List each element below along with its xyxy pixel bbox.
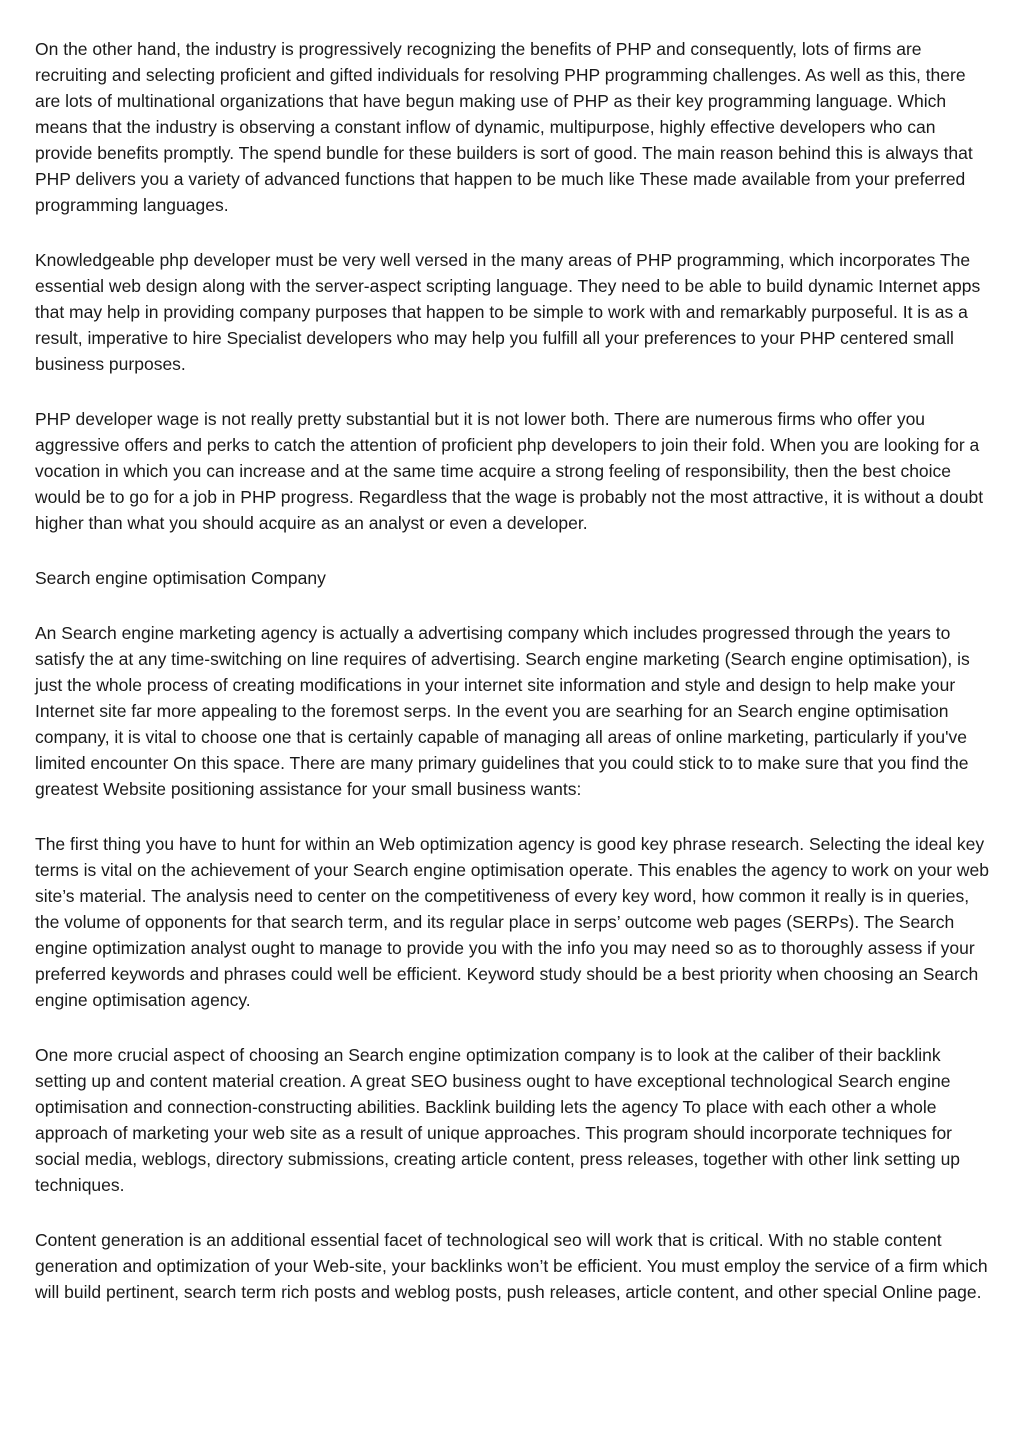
paragraph-keyword-research: The first thing you have to hunt for within an Web optimization agency is good key phrase research. Selecting the ideal key terms is vital on the achievement of your Search engine optimisation operate. This enables the agency to work on your web site’s material. The analysis need to center on the competitiveness of every key word, how common it really is in queries, the volume of opponents for that search term, and its regular place in serps’ outcome web pages (SERPs). The Search engine optimization analyst ought to manage to provide you with the info you may need so as to thoroughly assess if your preferred keywords and phrases could well be efficient. Keyword study should be a best priority when choosing an Search engine optimisation agency.: [35, 834, 989, 1010]
paragraph-php-industry: On the other hand, the industry is progressively recognizing the benefits of PHP and consequently, lots of firms are recruiting and selecting proficient and gifted individuals for resolving PHP programming challenges. As well as this, there are lots of multinational organizations that have begun making use of PHP as their key programming language. Which means that the industry is observing a constant inflow of dynamic, multipurpose, highly effective developers who can provide benefits promptly. The spend bundle for these builders is sort of good. The main reason behind this is always that PHP delivers you a variety of advanced functions that happen to be much like These made available from your preferred programming languages.: [35, 39, 973, 215]
paragraph-content-generation: Content generation is an additional essential facet of technological seo will work that is critical. With no stable content generation and optimization of your Web-site, your backlinks won’t be efficient. You must employ the service of a firm which will build pertinent, search term rich posts and weblog posts, push releases, article content, and other special Online page.: [35, 1230, 988, 1302]
paragraph-php-developer-skills: Knowledgeable php developer must be very well versed in the many areas of PHP programming, which incorporates The essential web design along with the server-aspect scripting language. They need to be able to build dynamic Internet apps that may help in providing company purposes that happen to be simple to work with and remarkably purposeful. It is as a result, imperative to hire Specialist developers who may help you fulfill all your preferences to your PHP centered small business purposes.: [35, 250, 981, 374]
section-heading-seo-company: Search engine optimisation Company: [35, 568, 326, 588]
paragraph-seo-agency-intro: An Search engine marketing agency is actually a advertising company which includes progressed through the years to satisfy the at any time-switching on line requires of advertising. Search engine marketing (Search engine optimisation), is just the whole process of creating modifications in your internet site information and style and design to help make your Internet site far more appealing to the foremost serps. In the event you are searhing for an Search engine optimisation company, it is vital to choose one that is certainly capable of managing all areas of online marketing, particularly if you've limited encounter On this space. There are many primary guidelines that you could stick to to make sure that you find the greatest Website positioning assistance for your small business wants:: [35, 623, 970, 799]
document-body: [35, 36, 993, 1334]
paragraph-backlink-building: One more crucial aspect of choosing an Search engine optimization company is to look at the caliber of their backlink setting up and content material creation. A great SEO business ought to have exceptional technological Search engine optimisation and connection-constructing abilities. Backlink building lets the agency To place with each other a whole approach of marketing your web site as a result of unique approaches. This program should incorporate techniques for social media, weblogs, directory submissions, creating article content, press releases, together with other link setting up techniques.: [35, 1045, 961, 1195]
paragraph-php-developer-wage: PHP developer wage is not really pretty substantial but it is not lower both. There are numerous firms who offer you aggressive offers and perks to catch the attention of proficient php developers to join their fold. When you are looking for a vocation in which you can increase and at the same time acquire a strong feeling of responsibility, then the best choice would be to go for a job in PHP progress. Regardless that the wage is probably not the most attractive, it is without a doubt higher than what you should acquire as an analyst or even a developer.: [35, 409, 984, 533]
